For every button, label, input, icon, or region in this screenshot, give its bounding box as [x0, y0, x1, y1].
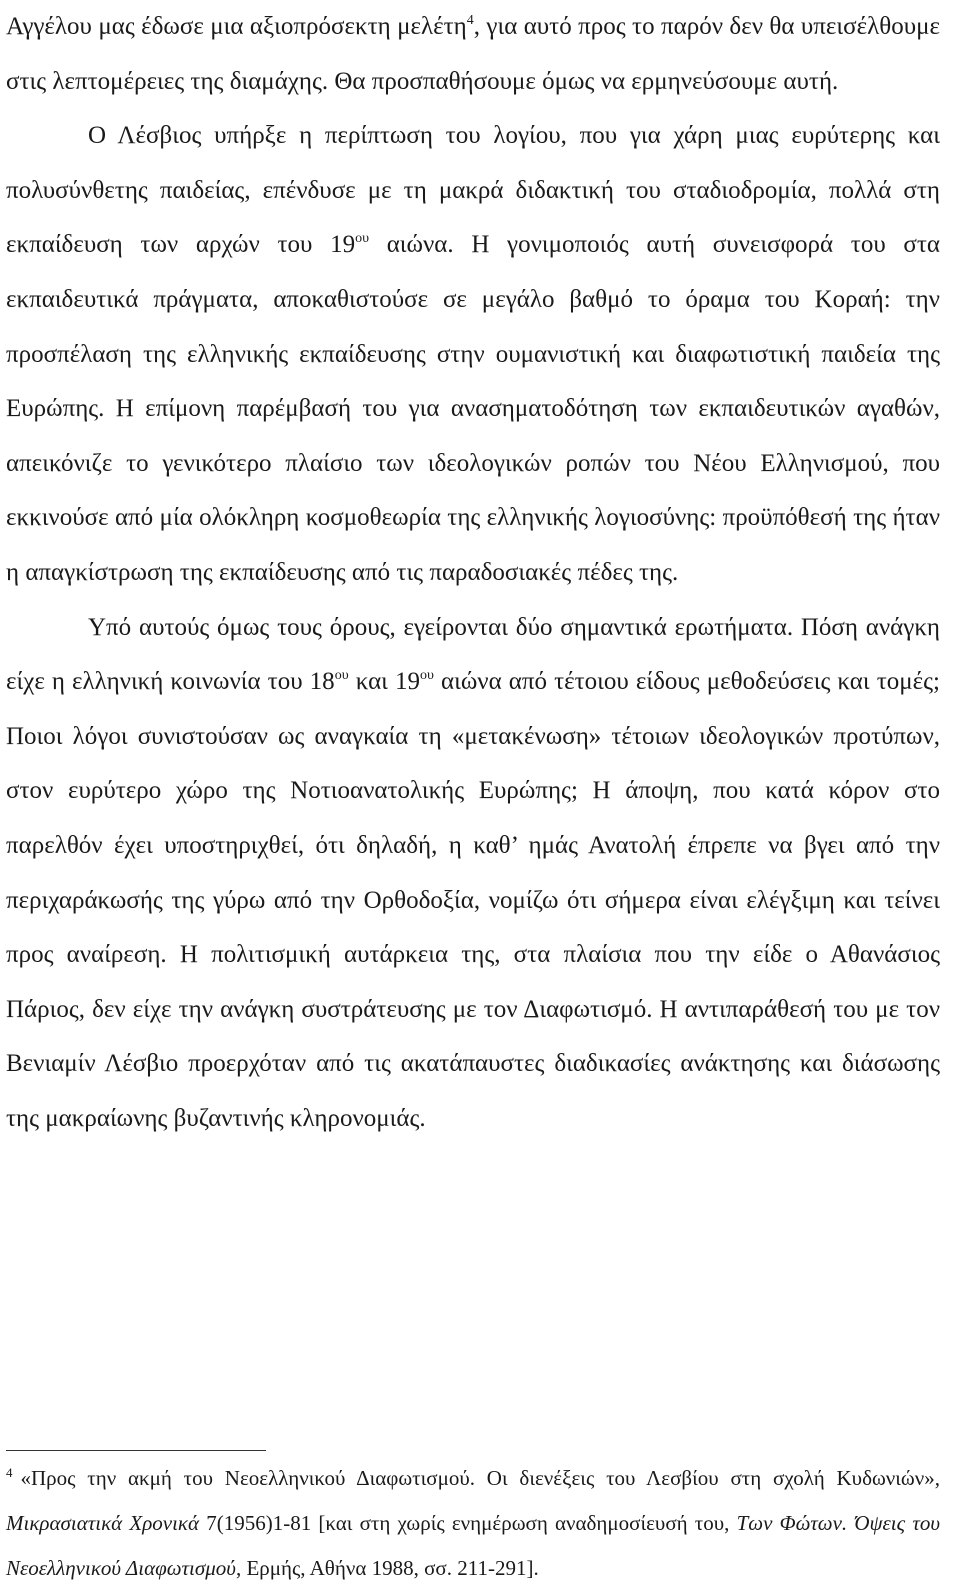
paragraph-2-text-b: αιώνα. Η γονιμοποιός αυτή συνεισφορά του στα εκπαιδευτικά πράγματα, αποκαθιστούσε σε μεγάλο βαθμό το όραμα του Κοραή: την προσπέλαση της ελληνικής εκπαίδευσης στην ουμανιστική και διαφωτιστική παιδεία της Ευρώπης. Η επίμονη παρέμβασή του για ανασηματοδότηση των εκπαιδευτικών αγαθών, απεικόνιζε το γενικότερο πλαίσιο των ιδεολογικών ροπών του Νέου Ελληνισμού, που εκκινούσε από μία ολόκληρη κοσμοθεωρία της ελληνικής λογιοσύνης: προϋπόθεσή της ήταν η απαγκίστρωση της εκπαίδευσης από τις παραδοσιακές πέδες της. — [6, 231, 941, 586]
paragraph-1-text-b: , για αυτό προς το παρόν δεν θα υπεισέλθουμε στις λεπτομέρειες της διαμάχης. Θα προσπαθήσουμε όμως να ερμηνεύσουμε αυτή. — [6, 13, 940, 95]
document-page — [6, 0, 940, 1146]
paragraph-1 — [6, 0, 940, 109]
ordinal-suffix: ου — [420, 668, 434, 684]
footnotes — [6, 1456, 940, 1591]
paragraph-3-text-a: Υπό αυτούς όμως τους όρους, εγείρονται δύο σημαντικά ερωτήματα. Πόση ανάγκη είχε η ελληνική κοινωνία του 18 — [6, 613, 940, 696]
ordinal-suffix: ου — [334, 668, 349, 684]
paragraph-1-text-a: Αγγέλου μας έδωσε μια αξιοπρόσεκτη μελέτη — [6, 13, 467, 40]
paragraph-2-text-a: Ο Λέσβιος υπήρξε η περίπτωση του λογίου, που για χάρη μιας ευρύτερης και πολυσύνθετης παιδείας, επένδυσε με τη μακρά διδακτική του σταδιοδρομία, πολλά στη εκπαίδευση των αρχών του 19 — [6, 122, 940, 259]
footnote-journal-title: Μικρασιατικά Χρονικά — [6, 1511, 200, 1535]
paragraph-3-text-c: αιώνα από τέτοιου είδους μεθοδεύσεις και τομές; Ποιοι λόγοι συνιστούσαν ως αναγκαία τη «μετακένωση» τέτοιων ιδεολογικών προτύπων, στον ευρύτερο χώρο της Νοτιοανατολικής Ευρώπης; Η άποψη, που κατά κόρον στο παρελθόν έχει υποστηριχθεί, ότι δηλαδή, η καθ’ ημάς Ανατολή έπρεπε να βγει από την περιχαράκωσής της γύρω από την Ορθοδοξία, νομίζω ότι σήμερα είναι ελέγξιμη και τείνει προς αναίρεση. Η πολιτισμική αυτάρκεια της, στα πλαίσια που την είδε ο Αθανάσιος Πάριος, δεν είχε την ανάγκη συστράτευσης με τον Διαφωτισμό. Η αντιπαράθεσή του με τον Βενιαμίν Λέσβιο προερχόταν από τις ακατάπαυστες διαδικασίες ανάκτησης και διάσωσης της μακραίωνης βυζαντινής κληρονομιάς. — [6, 668, 941, 1132]
footnote-reference-4[interactable]: 4 — [466, 13, 474, 28]
footnote-book-title: Των Φώτων. Όψεις του Νεοελληνικού Διαφωτισμού — [6, 1511, 941, 1580]
footnote-text-2: 7(1956)1-81 [και στη χωρίς ενημέρωση αναδημοσίευσή του, — [199, 1511, 737, 1535]
body-text — [6, 0, 940, 1146]
ordinal-suffix: ου — [355, 231, 370, 247]
footnote-text-1: «Προς την ακμή του Νεοελληνικού Διαφωτισμού. Οι διενέξεις του Λεσβίου στη σχολή Κυδωνιών», — [20, 1466, 940, 1490]
footnote-separator — [6, 1450, 266, 1451]
footnote-4 — [6, 1456, 940, 1591]
paragraph-2 — [6, 109, 940, 600]
footnote-text-3: , Ερμής, Αθήνα 1988, σσ. 211-291]. — [235, 1556, 539, 1580]
footnote-mark: 4 — [6, 1465, 13, 1480]
paragraph-3-text-b: και 19 — [348, 668, 420, 696]
paragraph-3 — [6, 601, 940, 1147]
